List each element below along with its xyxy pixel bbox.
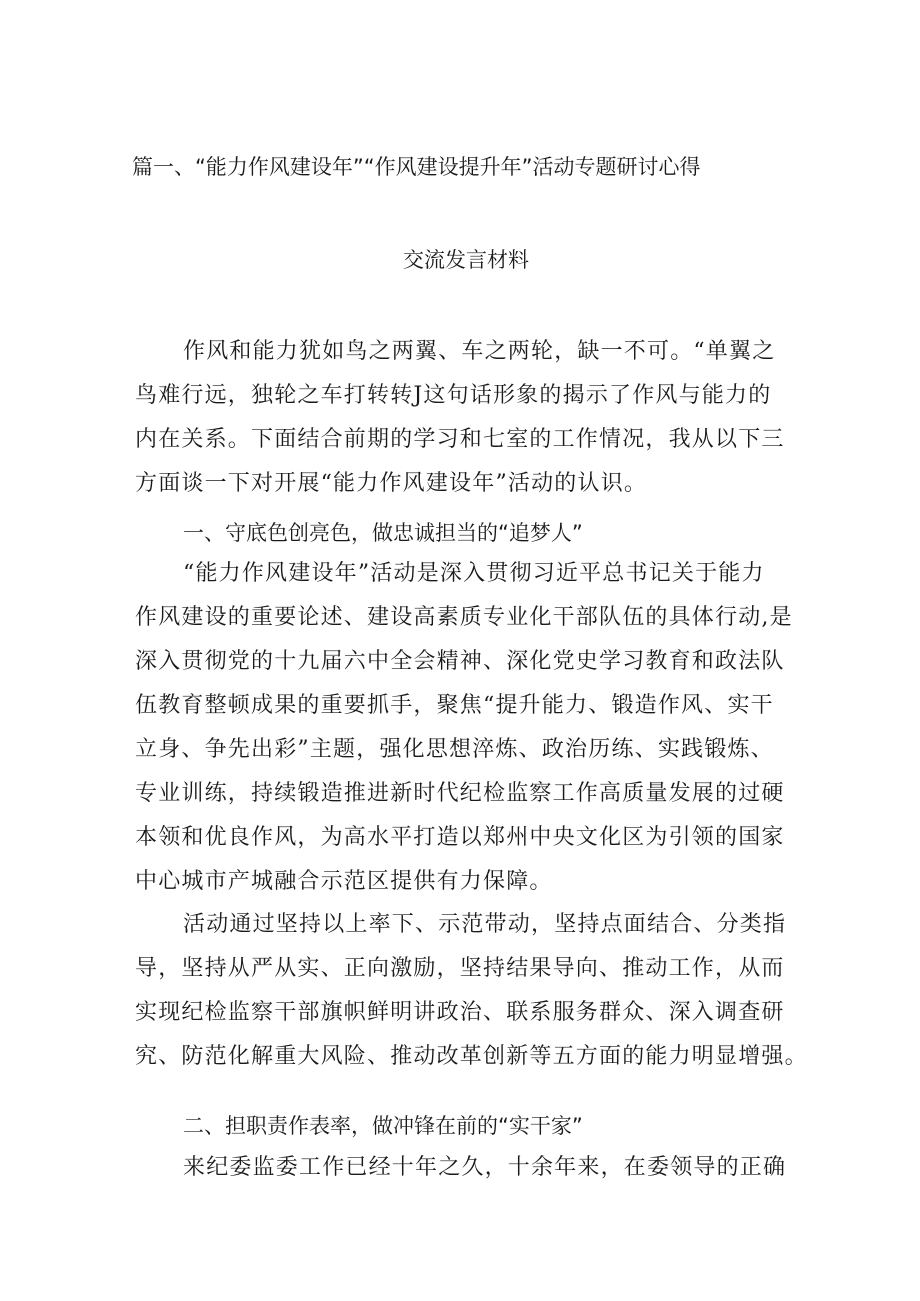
paragraph-line: 作风建设的重要论述、建设高素质专业化干部队伍的具体行动,是 (135, 605, 793, 630)
paragraph-line: 深入贯彻党的十九届六中全会精神、深化党史学习教育和政法队 (135, 649, 785, 674)
paragraph-line: “能力作风建设年”活动是深入贯彻习近平总书记关于能力 (183, 561, 765, 586)
section-1-heading: 一、守底色创亮色，做忠诚担当的“追梦人” (183, 521, 583, 545)
section-1-paragraph-1 (135, 552, 795, 904)
section-1-paragraph-2 (135, 903, 808, 1079)
paragraph-line: 伍教育整顿成果的重要抓手，聚焦“提升能力、锻造作风、实干 (135, 693, 774, 718)
paragraph-line: 究、防范化解重大风险、推动改革创新等五方面的能力明显增强。 (135, 1044, 808, 1069)
paragraph-line: 活动通过坚持以上率下、示范带动，坚持点面结合、分类指 (183, 912, 787, 937)
intro-line: 作风和能力犹如鸟之两翼、车之两轮，缺一不可。“单翼之 (183, 339, 776, 364)
intro-line: 方面谈一下对开展“能力作风建设年”活动的认识。 (135, 471, 648, 496)
document-title-line-2: 交流发言材料 (403, 248, 529, 272)
document-title-line-1: 篇一、“能力作风建设年”“作风建设提升年”活动专题研讨心得 (132, 155, 701, 179)
intro-line: 鸟难行远，独轮之车打转转J这句话形象的揭示了作风与能力的 (135, 383, 772, 408)
paragraph-line: 实现纪检监察干部旗帜鲜明讲政治、联系服务群众、深入调查研 (135, 1000, 785, 1025)
paragraph-line: 来纪委监委工作已经十年之久，十余年来，在委领导的正确 (183, 1155, 787, 1180)
paragraph-line: 本领和优良作风，为高水平打造以郑州中央文化区为引领的国家 (135, 825, 785, 850)
intro-paragraph (135, 330, 795, 506)
section-2-paragraph-1 (135, 1146, 795, 1190)
section-2-heading: 二、担职责作表率，做冲锋在前的“实干家” (183, 1114, 583, 1138)
paragraph-line: 导，坚持从严从实、正向激励，坚持结果导向、推动工作，从而 (135, 956, 785, 981)
paragraph-line: 中心城市产城融合示范区提供有力保障。 (135, 869, 553, 894)
paragraph-line: 立身、争先出彩”主题，强化思想淬炼、政治历练、实践锻炼、 (135, 737, 774, 762)
intro-line: 内在关系。下面结合前期的学习和七室的工作情况，我从以下三 (135, 427, 785, 452)
paragraph-line: 专业训练，持续锻造推进新时代纪检监察工作高质量发展的过硬 (135, 781, 785, 806)
